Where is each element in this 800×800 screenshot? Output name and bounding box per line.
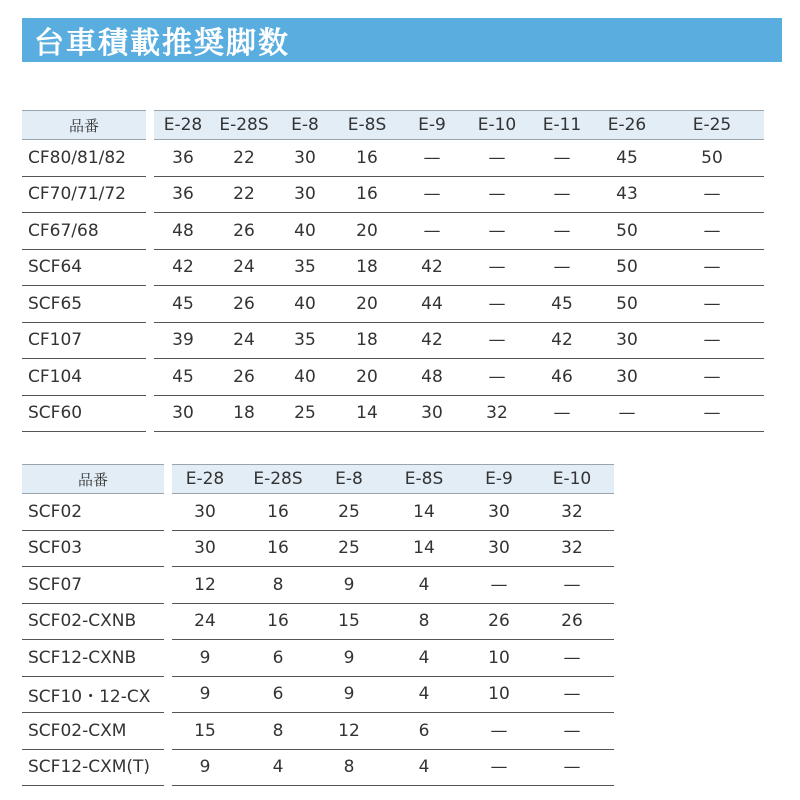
quantity-cell: 46 — [530, 359, 594, 396]
column-gap — [164, 530, 172, 567]
quantity-cell: — — [530, 676, 614, 713]
quantity-cell: — — [464, 322, 530, 359]
part-number-cell: CF80/81/82 — [22, 140, 146, 177]
column-header-model: E-8 — [318, 465, 380, 494]
quantity-cell: 42 — [530, 322, 594, 359]
table-row — [22, 640, 614, 677]
quantity-cell: 24 — [212, 249, 276, 286]
part-number-cell: CF67/68 — [22, 213, 146, 250]
quantity-cell: 39 — [154, 322, 212, 359]
quantity-cell: 50 — [660, 140, 764, 177]
quantity-cell: 30 — [594, 322, 660, 359]
quantity-cell: — — [530, 249, 594, 286]
quantity-cell: 50 — [594, 213, 660, 250]
part-number-cell: SCF02-CXM — [22, 713, 164, 750]
quantity-cell: 20 — [334, 359, 400, 396]
column-header-model: E-9 — [400, 111, 464, 140]
quantity-cell: 16 — [334, 140, 400, 177]
quantity-cell: 30 — [468, 494, 530, 531]
quantity-cell: 12 — [172, 567, 238, 604]
quantity-cell: 9 — [172, 640, 238, 677]
column-header-part-number: 品番 — [22, 465, 164, 494]
part-number-cell: SCF02 — [22, 494, 164, 531]
quantity-cell: — — [660, 395, 764, 432]
quantity-cell: 45 — [530, 286, 594, 323]
column-gap — [146, 140, 154, 177]
column-gap — [164, 603, 172, 640]
column-header-model: E-25 — [660, 111, 764, 140]
quantity-cell: — — [400, 213, 464, 250]
table-row — [22, 286, 764, 323]
quantity-cell: — — [530, 176, 594, 213]
quantity-cell: 6 — [238, 640, 318, 677]
quantity-cell: — — [464, 176, 530, 213]
quantity-cell: 30 — [276, 176, 334, 213]
quantity-cell: 4 — [238, 749, 318, 786]
quantity-cell: 10 — [468, 640, 530, 677]
column-gap — [164, 465, 172, 494]
part-number-cell: SCF07 — [22, 567, 164, 604]
quantity-cell: 25 — [276, 395, 334, 432]
quantity-cell: 40 — [276, 286, 334, 323]
column-gap — [146, 249, 154, 286]
column-header-model: E-10 — [464, 111, 530, 140]
quantity-cell: — — [464, 359, 530, 396]
quantity-cell: 14 — [380, 530, 468, 567]
quantity-cell: 35 — [276, 322, 334, 359]
quantity-cell: 25 — [318, 494, 380, 531]
quantity-cell: 26 — [212, 359, 276, 396]
quantity-cell: 44 — [400, 286, 464, 323]
part-number-cell: SCF02-CXNB — [22, 603, 164, 640]
column-gap — [164, 713, 172, 750]
quantity-cell: — — [530, 140, 594, 177]
quantity-cell: 16 — [238, 494, 318, 531]
stacking-table-2 — [22, 464, 614, 786]
quantity-cell: 6 — [380, 713, 468, 750]
quantity-cell: — — [660, 322, 764, 359]
table-row — [22, 494, 614, 531]
part-number-cell: SCF12-CXNB — [22, 640, 164, 677]
quantity-cell: 4 — [380, 567, 468, 604]
quantity-cell: — — [464, 286, 530, 323]
quantity-cell: 4 — [380, 749, 468, 786]
quantity-cell: 26 — [212, 213, 276, 250]
quantity-cell: 30 — [594, 359, 660, 396]
quantity-cell: 9 — [172, 676, 238, 713]
quantity-cell: 22 — [212, 140, 276, 177]
quantity-cell: 32 — [530, 530, 614, 567]
quantity-cell: 16 — [238, 530, 318, 567]
quantity-cell: — — [660, 176, 764, 213]
column-header-model: E-28S — [238, 465, 318, 494]
quantity-cell: 15 — [318, 603, 380, 640]
column-header-model: E-11 — [530, 111, 594, 140]
quantity-cell: 30 — [276, 140, 334, 177]
quantity-cell: — — [400, 176, 464, 213]
table-row — [22, 603, 614, 640]
quantity-cell: 30 — [400, 395, 464, 432]
quantity-cell: 36 — [154, 176, 212, 213]
table-row — [22, 395, 764, 432]
quantity-cell: 26 — [468, 603, 530, 640]
table-row — [22, 322, 764, 359]
quantity-cell: — — [530, 567, 614, 604]
table-row — [22, 176, 764, 213]
part-number-cell: CF107 — [22, 322, 146, 359]
column-header-model: E-8 — [276, 111, 334, 140]
quantity-cell: 42 — [400, 322, 464, 359]
quantity-cell: 4 — [380, 676, 468, 713]
quantity-cell: 26 — [530, 603, 614, 640]
column-gap — [164, 749, 172, 786]
column-header-model: E-10 — [530, 465, 614, 494]
quantity-cell: 16 — [238, 603, 318, 640]
table-row — [22, 140, 764, 177]
quantity-cell: 9 — [318, 640, 380, 677]
quantity-cell: 15 — [172, 713, 238, 750]
part-number-cell: CF104 — [22, 359, 146, 396]
quantity-cell: — — [660, 249, 764, 286]
quantity-cell: 9 — [318, 567, 380, 604]
quantity-cell: 40 — [276, 213, 334, 250]
column-header-model: E-8S — [380, 465, 468, 494]
column-gap — [146, 322, 154, 359]
column-header-model: E-28S — [212, 111, 276, 140]
quantity-cell: 14 — [380, 494, 468, 531]
quantity-cell: — — [468, 713, 530, 750]
table-row — [22, 676, 614, 713]
quantity-cell: 32 — [464, 395, 530, 432]
quantity-cell: — — [530, 640, 614, 677]
column-gap — [146, 359, 154, 396]
quantity-cell: 6 — [238, 676, 318, 713]
quantity-cell: — — [530, 713, 614, 750]
quantity-cell: 16 — [334, 176, 400, 213]
quantity-cell: 42 — [154, 249, 212, 286]
quantity-cell: 24 — [212, 322, 276, 359]
quantity-cell: — — [530, 395, 594, 432]
column-header-model: E-26 — [594, 111, 660, 140]
part-number-cell: SCF60 — [22, 395, 146, 432]
quantity-cell: — — [530, 213, 594, 250]
quantity-cell: 45 — [154, 359, 212, 396]
quantity-cell: 32 — [530, 494, 614, 531]
quantity-cell: — — [594, 395, 660, 432]
quantity-cell: — — [464, 213, 530, 250]
table-row — [22, 713, 614, 750]
quantity-cell: 48 — [154, 213, 212, 250]
column-gap — [164, 640, 172, 677]
header-row — [22, 465, 614, 494]
column-gap — [146, 213, 154, 250]
quantity-cell: 40 — [276, 359, 334, 396]
column-gap — [146, 176, 154, 213]
column-gap — [146, 395, 154, 432]
quantity-cell: — — [464, 249, 530, 286]
column-gap — [164, 567, 172, 604]
quantity-cell: — — [468, 749, 530, 786]
stacking-table-1 — [22, 110, 764, 432]
table-row — [22, 567, 614, 604]
quantity-cell: 48 — [400, 359, 464, 396]
quantity-cell: 9 — [172, 749, 238, 786]
table-row — [22, 249, 764, 286]
table-row — [22, 530, 614, 567]
quantity-cell: 4 — [380, 640, 468, 677]
quantity-cell: — — [400, 140, 464, 177]
table-row — [22, 749, 614, 786]
quantity-cell: 25 — [318, 530, 380, 567]
column-header-model: E-8S — [334, 111, 400, 140]
column-header-part-number: 品番 — [22, 111, 146, 140]
quantity-cell: 30 — [172, 494, 238, 531]
quantity-cell: 35 — [276, 249, 334, 286]
quantity-cell: 8 — [238, 567, 318, 604]
quantity-cell: 18 — [334, 249, 400, 286]
quantity-cell: 50 — [594, 249, 660, 286]
quantity-cell: — — [468, 567, 530, 604]
quantity-cell: 30 — [468, 530, 530, 567]
quantity-cell: 43 — [594, 176, 660, 213]
quantity-cell: 24 — [172, 603, 238, 640]
part-number-cell: CF70/71/72 — [22, 176, 146, 213]
column-gap — [164, 494, 172, 531]
quantity-cell: — — [530, 749, 614, 786]
table-row — [22, 359, 764, 396]
part-number-cell: SCF10・12-CX — [22, 676, 164, 713]
quantity-cell: 20 — [334, 286, 400, 323]
quantity-cell: 14 — [334, 395, 400, 432]
quantity-cell: — — [660, 359, 764, 396]
quantity-cell: 12 — [318, 713, 380, 750]
header-row — [22, 111, 764, 140]
quantity-cell: 30 — [172, 530, 238, 567]
quantity-cell: — — [660, 213, 764, 250]
column-header-model: E-9 — [468, 465, 530, 494]
quantity-cell: 8 — [318, 749, 380, 786]
quantity-cell: 8 — [380, 603, 468, 640]
part-number-cell: SCF65 — [22, 286, 146, 323]
quantity-cell: 36 — [154, 140, 212, 177]
quantity-cell: 22 — [212, 176, 276, 213]
quantity-cell: 45 — [594, 140, 660, 177]
quantity-cell: 8 — [238, 713, 318, 750]
quantity-cell: 30 — [154, 395, 212, 432]
quantity-cell: 45 — [154, 286, 212, 323]
title-banner — [22, 18, 782, 62]
quantity-cell: 26 — [212, 286, 276, 323]
quantity-cell: 18 — [212, 395, 276, 432]
column-header-model: E-28 — [154, 111, 212, 140]
quantity-cell: — — [660, 286, 764, 323]
quantity-cell: 10 — [468, 676, 530, 713]
quantity-cell: 18 — [334, 322, 400, 359]
column-gap — [146, 286, 154, 323]
column-gap — [164, 676, 172, 713]
column-gap — [146, 111, 154, 140]
quantity-cell: — — [464, 140, 530, 177]
part-number-cell: SCF64 — [22, 249, 146, 286]
part-number-cell: SCF12-CXM(T) — [22, 749, 164, 786]
quantity-cell: 50 — [594, 286, 660, 323]
page-title: 台車積載推奨脚数 — [34, 26, 290, 61]
quantity-cell: 9 — [318, 676, 380, 713]
quantity-cell: 20 — [334, 213, 400, 250]
quantity-cell: 42 — [400, 249, 464, 286]
part-number-cell: SCF03 — [22, 530, 164, 567]
column-header-model: E-28 — [172, 465, 238, 494]
table-row — [22, 213, 764, 250]
